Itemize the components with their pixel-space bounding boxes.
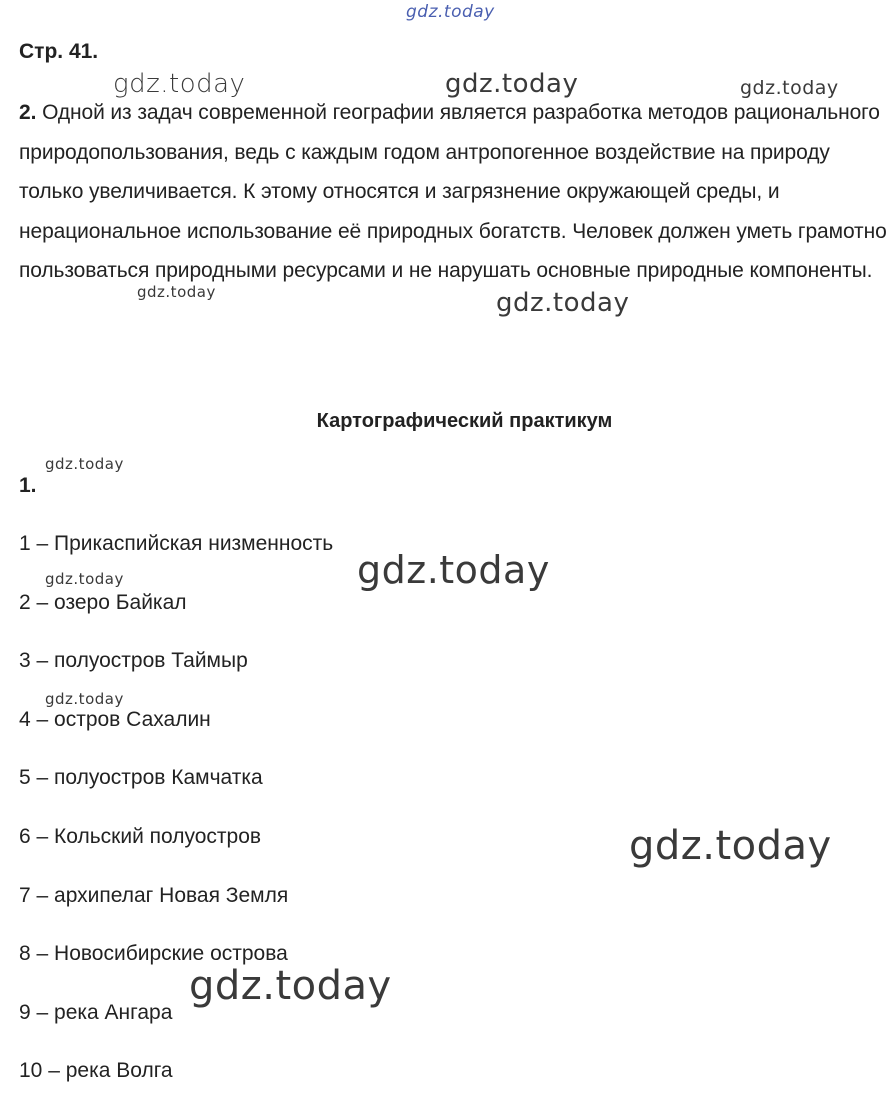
list-item: 3 – полуостров Таймыр	[19, 649, 248, 673]
task-2-number: 2.	[19, 101, 37, 124]
watermark-text: gdz.today	[357, 548, 550, 592]
list-item: 4 – остров Сахалин	[19, 707, 211, 731]
list-item: 9 – река Ангара	[19, 1000, 173, 1024]
watermark-text: gdz.today	[45, 690, 124, 708]
list-item: 6 – Кольский полуостров	[19, 824, 262, 848]
watermark-text: gdz.today	[113, 69, 246, 99]
list-item: 5 – полуостров Камчатка	[19, 766, 263, 790]
task-2-text: Одной из задач современной географии является разработка методов рационального природопользования, ведь с каждым годом антропогенное воздействие на природу только увеличивается. К этому относятся и загрязнение окружающей среды, и нерациональное использование её природных богатств. Человек должен уметь грамотно пользоваться природными ресурсами и не нарушать основные природные компоненты.	[19, 101, 887, 282]
watermark-logo: gdz.today	[406, 2, 495, 22]
list-item: 1 – Прикаспийская низменность	[19, 532, 334, 555]
exercise-1-number: 1.	[19, 474, 37, 497]
page-label: Стр. 41.	[19, 40, 99, 63]
watermark-text: gdz.today	[45, 455, 124, 473]
answer-list	[19, 530, 333, 1116]
list-item: 10 – река Волга	[19, 1059, 173, 1083]
list-item: 2 – озеро Байкал	[19, 590, 187, 614]
task-2-paragraph	[19, 93, 893, 291]
section-heading: Картографический практикум	[316, 410, 613, 432]
watermark-text: gdz.today	[740, 77, 839, 99]
watermark-text: gdz.today	[445, 69, 579, 99]
list-item: 8 – Новосибирские острова	[19, 942, 288, 966]
list-item: 7 – архипелаг Новая Земля	[19, 883, 289, 907]
watermark-text: gdz.today	[137, 283, 216, 301]
watermark-text: gdz.today	[496, 288, 630, 318]
watermark-text: gdz.today	[45, 570, 124, 588]
watermark-text: gdz.today	[189, 963, 392, 1009]
watermark-text: gdz.today	[629, 823, 832, 869]
